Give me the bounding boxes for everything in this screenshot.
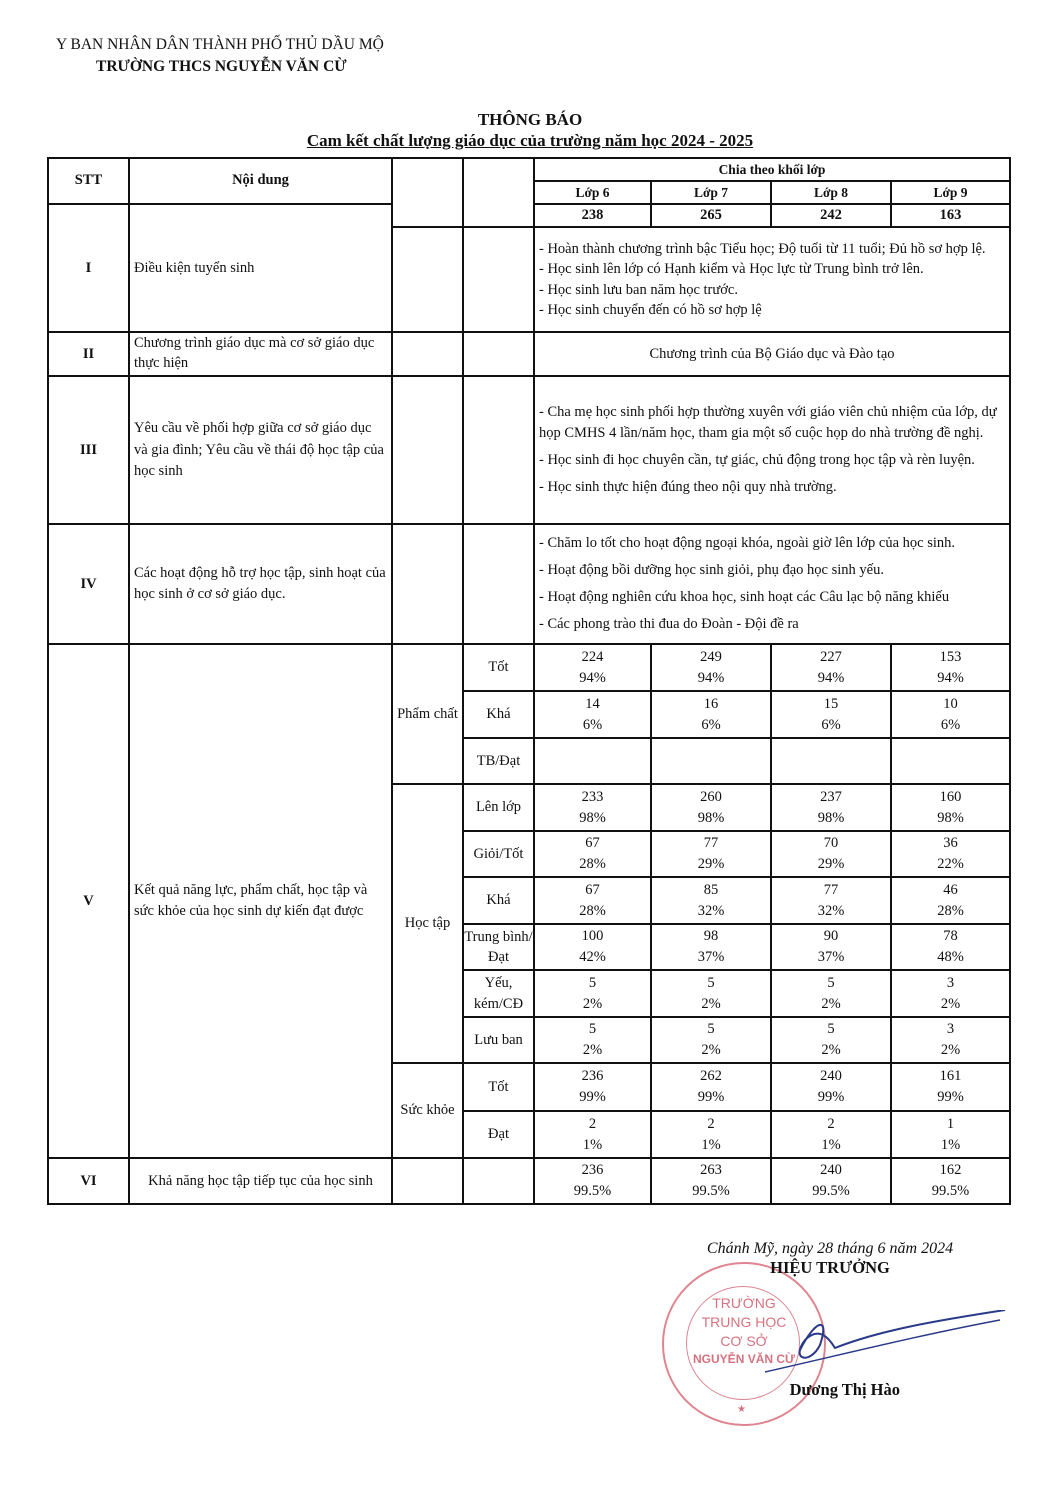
row-I-detail: - Học sinh lưu ban năm học trước. [539, 281, 738, 298]
value-cell: 15 6% [771, 691, 891, 738]
row-VI-blank-2 [463, 1158, 534, 1204]
value-cell: 2 1% [651, 1111, 771, 1158]
header-grade-8: Lớp 8 [771, 181, 891, 204]
row-II-content: Chương trình giáo dục mà cơ sở giáo dục thực hiện [129, 332, 392, 376]
value-cell: 78 48% [891, 924, 1010, 970]
value-cell: 236 99% [534, 1063, 651, 1111]
value-cell: 67 28% [534, 877, 651, 924]
value-cell: 240 99.5% [771, 1158, 891, 1204]
value-cell: 227 94% [771, 644, 891, 691]
row-VI-stt: VI [48, 1158, 129, 1204]
value-cell: 237 98% [771, 784, 891, 831]
value-cell [771, 738, 891, 784]
group-hoc-tap: Học tập [392, 784, 463, 1063]
signer-name: Dương Thị Hào [789, 1380, 900, 1399]
row-II-stt: II [48, 332, 129, 376]
row-IV-blank-1 [392, 524, 463, 644]
row-I-blank-1 [392, 227, 463, 332]
value-cell: 263 99.5% [651, 1158, 771, 1204]
value-cell: 10 6% [891, 691, 1010, 738]
value-cell: 14 6% [534, 691, 651, 738]
item-label: Trung bình/Đạt [463, 924, 534, 970]
row-IV-detail: - Chăm lo tốt cho hoạt động ngoại khóa, ngoài giờ lên lớp của học sinh. [539, 534, 956, 551]
total-grade-9: 163 [891, 204, 1010, 227]
item-label: Đạt [463, 1111, 534, 1158]
row-IV-detail: - Hoạt động nghiên cứu khoa học, sinh hoạt các Câu lạc bộ năng khiếu [539, 589, 950, 606]
value-cell: 153 94% [891, 644, 1010, 691]
row-I-detail: - Hoàn thành chương trình bậc Tiểu học; Độ tuổi từ 11 tuổi; Đủ hồ sơ hợp lệ. [539, 240, 986, 257]
value-cell: 260 98% [651, 784, 771, 831]
row-II-blank-1 [392, 332, 463, 376]
value-cell: 240 99% [771, 1063, 891, 1111]
row-V-stt: V [48, 644, 129, 1158]
row-VI-blank-1 [392, 1158, 463, 1204]
value-cell: 224 94% [534, 644, 651, 691]
value-cell: 46 28% [891, 877, 1010, 924]
row-VI-content: Khả năng học tập tiếp tục của học sinh [129, 1158, 392, 1204]
value-cell: 2 1% [534, 1111, 651, 1158]
place-date: Chánh Mỹ, ngày 28 tháng 6 năm 2024 [706, 1240, 954, 1257]
value-cell: 85 32% [651, 877, 771, 924]
value-cell: 98 37% [651, 924, 771, 970]
total-grade-8: 242 [771, 204, 891, 227]
row-III-blank-1 [392, 376, 463, 524]
row-IV-detail: - Các phong trào thi đua do Đoàn - Đội đề ra [539, 616, 799, 633]
value-cell: 249 94% [651, 644, 771, 691]
value-cell: 70 29% [771, 831, 891, 877]
row-I-details [534, 227, 1010, 332]
row-IV-stt: IV [48, 524, 129, 644]
value-cell: 36 22% [891, 831, 1010, 877]
header-grade-group: Chia theo khối lớp [534, 158, 1010, 181]
item-label: TB/Đạt [463, 738, 534, 784]
value-cell: 77 32% [771, 877, 891, 924]
header-blank-2 [463, 158, 534, 227]
row-III-detail: - Học sinh đi học chuyên cần, tự giác, chủ động trong học tập và rèn luyện. [539, 452, 975, 469]
header-grade-6: Lớp 6 [534, 181, 651, 204]
stamp-star-icon: ★ [737, 1404, 746, 1415]
row-IV-details [534, 524, 1010, 644]
value-cell: 5 2% [534, 970, 651, 1017]
value-cell [534, 738, 651, 784]
group-pham-chat: Phẩm chất [392, 644, 463, 784]
notice-title: THÔNG BÁO [477, 110, 583, 129]
total-grade-6: 238 [534, 204, 651, 227]
value-cell [891, 738, 1010, 784]
row-I-detail: - Học sinh chuyển đến có hồ sơ hợp lệ [539, 301, 762, 318]
row-I-blank-2 [463, 227, 534, 332]
header-blank-1 [392, 158, 463, 227]
row-IV-content: Các hoạt động hỗ trợ học tập, sinh hoạt của học sinh ở cơ sở giáo dục. [129, 524, 392, 644]
value-cell: 5 2% [651, 970, 771, 1017]
value-cell: 161 99% [891, 1063, 1010, 1111]
item-label: Giỏi/Tốt [463, 831, 534, 877]
header-grade-9: Lớp 9 [891, 181, 1010, 204]
row-III-blank-2 [463, 376, 534, 524]
row-III-content: Yêu cầu về phối hợp giữa cơ sở giáo dục và gia đình; Yêu cầu về thái độ học tập của học sinh [129, 376, 392, 524]
row-I-content: Điều kiện tuyển sinh [129, 204, 392, 332]
notice-subtitle: Cam kết chất lượng giáo dục của trường năm học 2024 - 2025 [306, 131, 754, 150]
header-stt: STT [48, 158, 129, 204]
value-cell: 5 2% [771, 970, 891, 1017]
value-cell: 262 99% [651, 1063, 771, 1111]
row-III-detail: - Học sinh thực hiện đúng theo nội quy nhà trường. [539, 479, 837, 496]
signer-role: HIỆU TRƯỞNG [770, 1258, 890, 1277]
row-I-stt: I [48, 204, 129, 332]
value-cell: 160 98% [891, 784, 1010, 831]
item-label: Yếu, kém/CĐ [463, 970, 534, 1017]
row-V-content: Kết quả năng lực, phẩm chất, học tập và sức khỏe của học sinh dự kiến đạt được [129, 644, 392, 1158]
value-cell: 90 37% [771, 924, 891, 970]
value-cell: 1 1% [891, 1111, 1010, 1158]
value-cell: 67 28% [534, 831, 651, 877]
value-cell: 2 1% [771, 1111, 891, 1158]
value-cell: 16 6% [651, 691, 771, 738]
quality-commitment-table [47, 157, 1011, 1205]
value-cell: 233 98% [534, 784, 651, 831]
row-IV-blank-2 [463, 524, 534, 644]
header-content: Nội dung [129, 158, 392, 204]
value-cell: 5 2% [534, 1017, 651, 1063]
item-label: Lưu ban [463, 1017, 534, 1063]
value-cell: 5 2% [651, 1017, 771, 1063]
item-label: Khá [463, 691, 534, 738]
value-cell: 77 29% [651, 831, 771, 877]
value-cell: 162 99.5% [891, 1158, 1010, 1204]
value-cell: 3 2% [891, 1017, 1010, 1063]
row-IV-detail: - Hoạt động bồi dưỡng học sinh giỏi, phụ đạo học sinh yếu. [539, 562, 884, 578]
row-III-detail: - Cha mẹ học sinh phối hợp thường xuyên với giáo viên chủ nhiệm của lớp, dự họp CMHS 4 lần/năm học, tham gia một số cuộc họp do nhà trường đề nghị. [539, 403, 997, 441]
value-cell: 3 2% [891, 970, 1010, 1017]
stamp-text: TRƯỜNG TRUNG HỌC CƠ SỞ NGUYỄN VĂN CỪ [693, 1295, 795, 1366]
value-cell: 100 42% [534, 924, 651, 970]
item-label: Lên lớp [463, 784, 534, 831]
row-II-details: Chương trình của Bộ Giáo dục và Đào tạo [534, 332, 1010, 376]
school-name: TRƯỜNG THCS NGUYỄN VĂN CỪ [96, 58, 347, 75]
authority-header: Y BAN NHÂN DÂN THÀNH PHỐ THỦ DẦU MỘ [56, 36, 384, 53]
total-grade-7: 265 [651, 204, 771, 227]
value-cell: 5 2% [771, 1017, 891, 1063]
row-III-stt: III [48, 376, 129, 524]
value-cell: 236 99.5% [534, 1158, 651, 1204]
row-I-detail: - Học sinh lên lớp có Hạnh kiểm và Học lực từ Trung bình trở lên. [539, 261, 924, 278]
item-label: Tốt [463, 644, 534, 691]
signature-scribble-icon [760, 1310, 1010, 1380]
value-cell [651, 738, 771, 784]
row-III-details [534, 376, 1010, 524]
row-II-blank-2 [463, 332, 534, 376]
header-grade-7: Lớp 7 [651, 181, 771, 204]
item-label: Khá [463, 877, 534, 924]
item-label: Tốt [463, 1063, 534, 1111]
group-suc-khoe: Sức khỏe [392, 1063, 463, 1158]
